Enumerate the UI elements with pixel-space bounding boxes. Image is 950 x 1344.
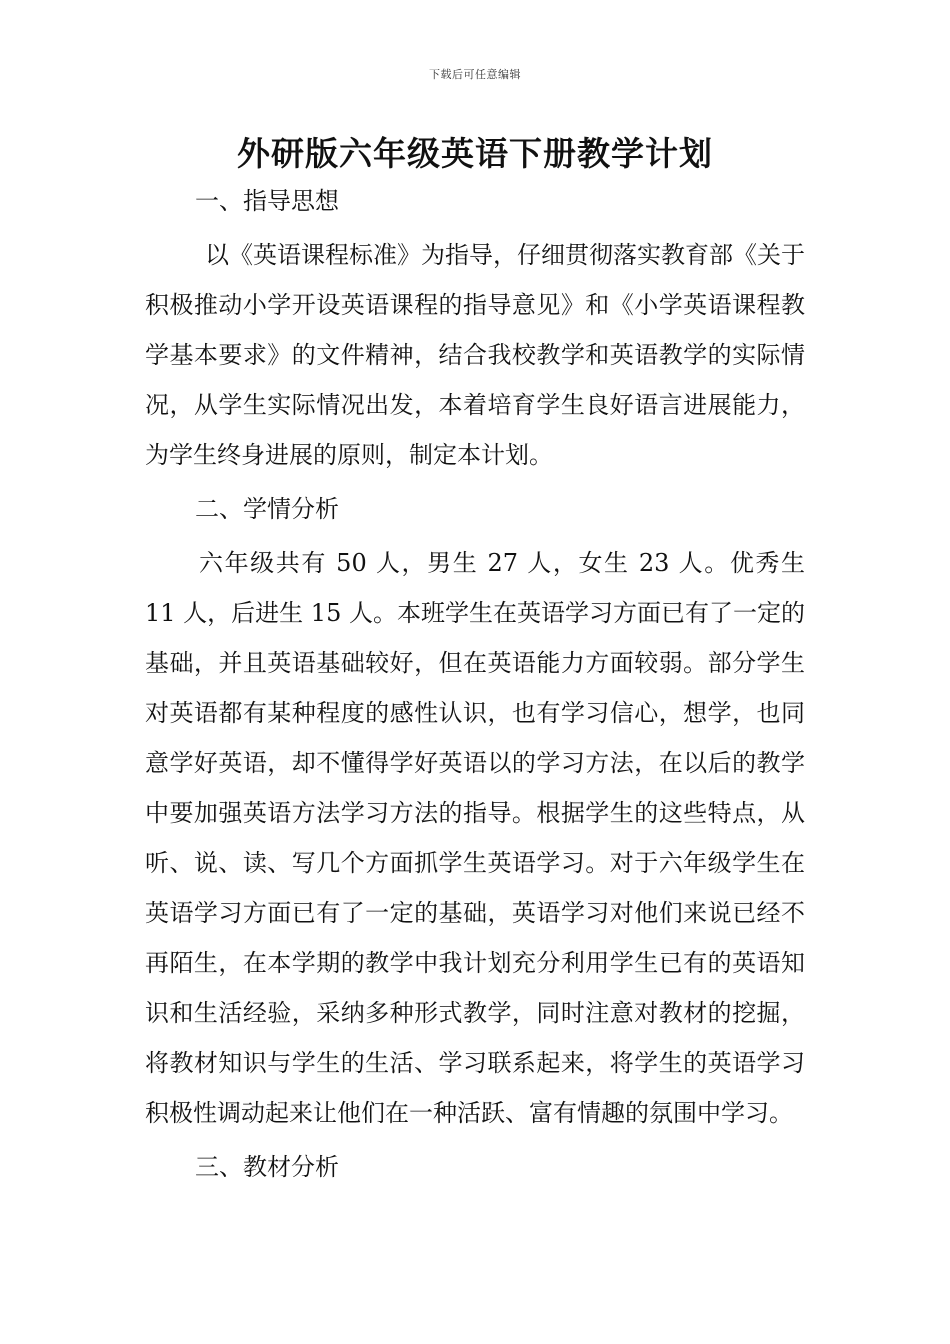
section-heading-guiding-ideology: 一、指导思想 [195,187,339,215]
document-body [145,176,805,1192]
paragraph-student-analysis: 六年级共有 50 人，男生 27 人，女生 23 人。优秀生 11 人，后进生 15 人。本班学生在英语学习方面已有了一定的基础，并且英语基础较好，但在英语能力方面较弱。部分学生对英语都有某种程度的感性认识，也有学习信心，想学，也同意学好英语，却不懂得学好英语以的学习方法，在以后的教学中要加强英语方法学习方法的指导。根据学生的这些特点，从听、说、读、写几个方面抓学生英语学习。对于六年级学生在英语学习方面已有了一定的基础，英语学习对他们来说已经不再陌生，在本学期的教学中我计划充分利用学生已有的英语知识和生活经验，采纳多种形式教学，同时注意对教材的挖掘，将教材知识与学生的生活、学习联系起来，将学生的英语学习积极性调动起来让他们在一种活跃、富有情趣的氛围中学习。 [145,549,805,1127]
header-note: 下载后可任意编辑 [429,68,521,81]
section-heading-student-analysis: 二、学情分析 [195,495,339,523]
section-heading-textbook-analysis: 三、教材分析 [195,1153,339,1181]
paragraph-guiding-ideology: 以《英语课程标准》为指导，仔细贯彻落实教育部《关于积极推动小学开设英语课程的指导意见》和《小学英语课程教学基本要求》的文件精神，结合我校教学和英语教学的实际情况，从学生实际情况出发，本着培育学生良好语言进展能力，为学生终身进展的原则，制定本计划。 [145,241,805,469]
document-title: 外研版六年级英语下册教学计划 [237,134,713,173]
